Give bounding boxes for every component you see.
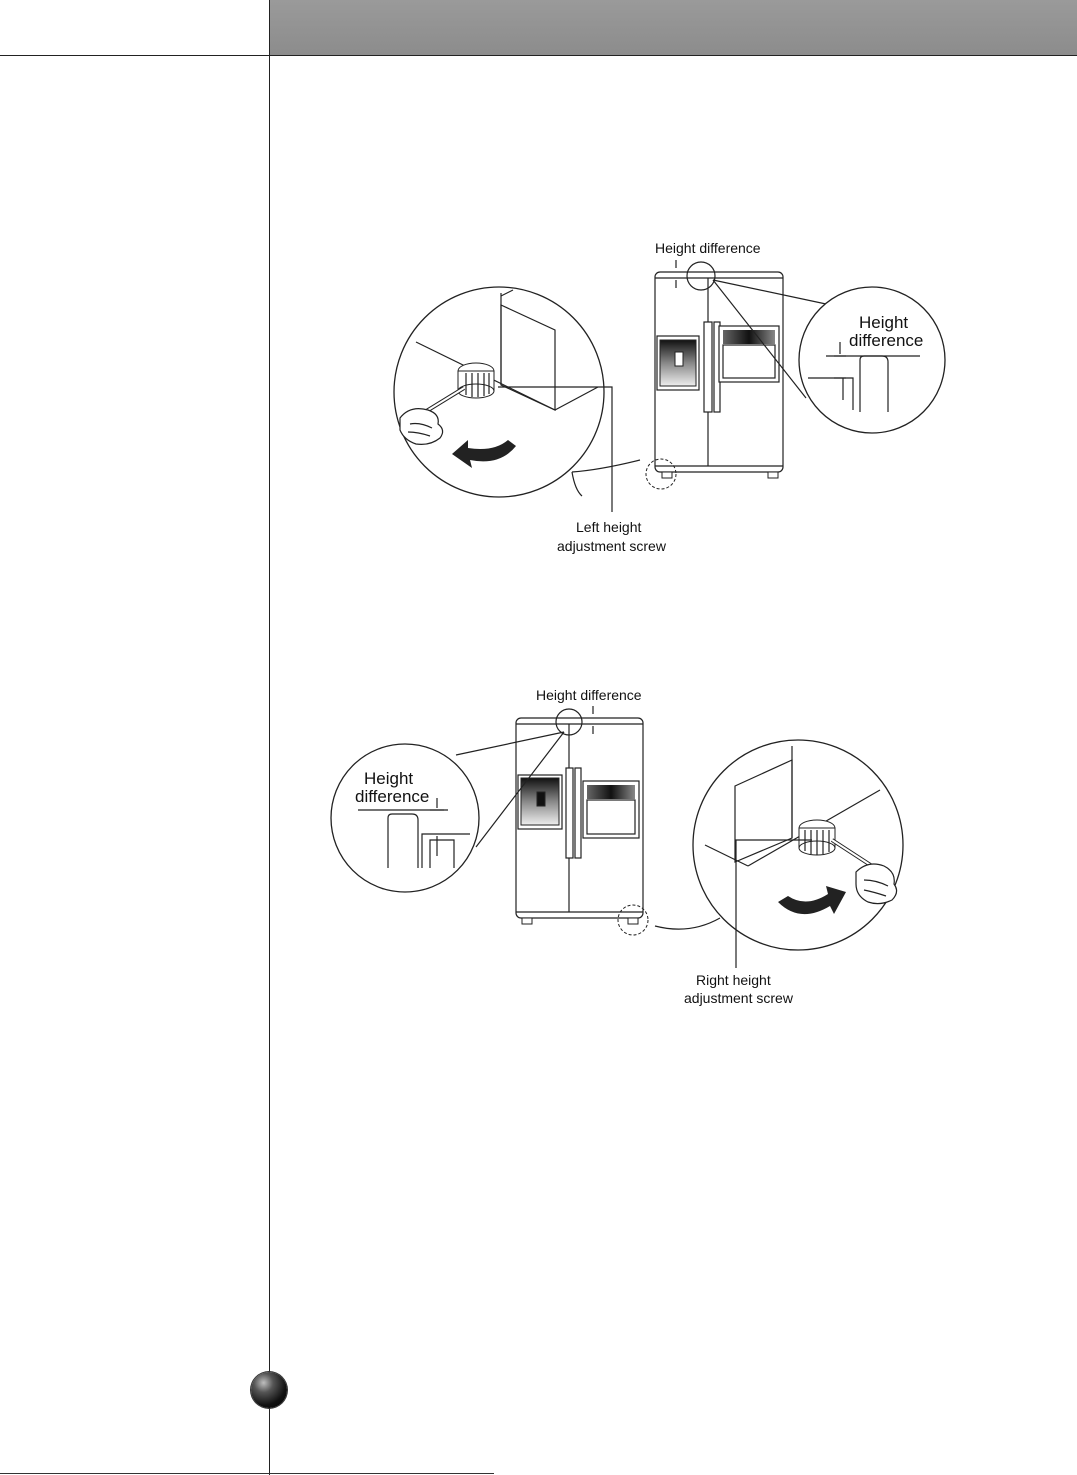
figure1-screw-label-line2: adjustment screw	[557, 538, 666, 554]
figure1-zoom-label-line1: Height	[859, 313, 909, 332]
figure1-top-label: Height difference	[655, 240, 761, 256]
figure1-zoom-label-line2: difference	[849, 331, 924, 350]
figure1-screw-label-line1: Left height	[576, 519, 642, 535]
zoom-circle-screw-1	[394, 287, 640, 512]
figure2-zoom-label-line2: difference	[355, 787, 430, 806]
figure-2	[331, 687, 903, 1006]
figure2-screw-label-line2: adjustment screw	[684, 990, 793, 1006]
refrigerator-1	[646, 260, 783, 489]
refrigerator-2	[516, 706, 648, 935]
zoom-circle-screw-2	[655, 740, 903, 968]
figure2-top-label: Height difference	[536, 687, 642, 703]
figure2-screw-label-line1: Right height	[696, 972, 771, 988]
figure-1	[394, 240, 945, 554]
figure2-zoom-label-line1: Height	[364, 769, 414, 788]
